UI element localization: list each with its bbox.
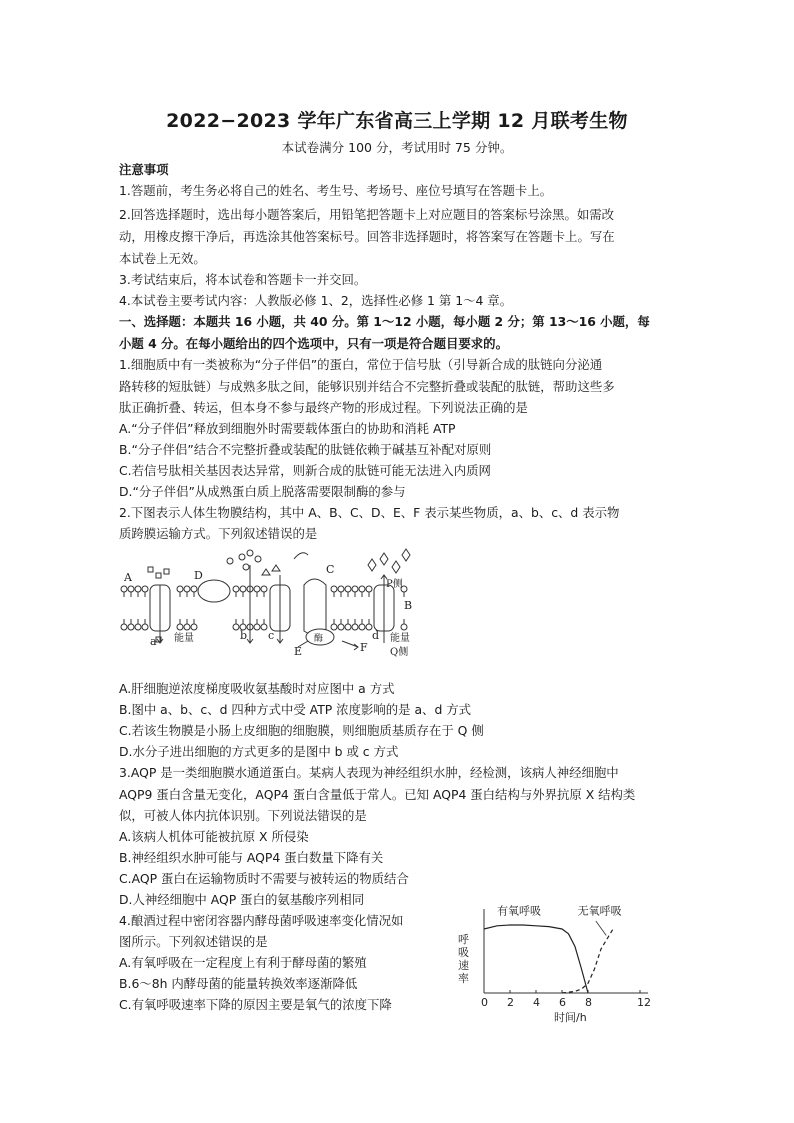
question-2-option: C.若该生物膜是小肠上皮细胞的细胞膜，则细胞质基质存在于 Q 侧 [119,723,484,738]
x-tick-label: 2 [507,996,514,1009]
question-4-option: B.6～8h 内酵母菌的能量转换效率逐渐降低 [119,976,358,991]
question-4-line: 图所示。下列叙述错误的是 [119,934,268,949]
question-1-line: 肽正确折叠、转运，但本身不参与最终产物的形成过程。下列说法正确的是 [119,400,528,415]
label-C: C [326,563,335,576]
note-line: 2.回答选择题时，选出每小题答案后，用铅笔把答题卡上对应题目的答案标号涂黑。如需改 [119,207,615,222]
chart-axes [484,909,648,993]
question-2-line: 2.下图表示人体生物膜结构，其中 A、B、C、D、E、F 表示某些物质，a、b、c、d 表示物 [119,505,620,520]
question-3-option: B.神经组织水肿可能与 AQP4 蛋白数量下降有关 [119,850,384,865]
question-3-line: 似，可被人体内抗体识别。下列说法错误的是 [119,808,367,823]
label-c: c [268,629,275,642]
question-4-line: 4.酿酒过程中密闭容器内酵母菌呼吸速率变化情况如 [119,913,404,928]
section-header: 小题 4 分。在每小题给出的四个选项中，只有一项是符合题目要求的。 [119,336,508,351]
question-4-option: C.有氧呼吸速率下降的原因主要是氧气的浓度下降 [119,997,392,1012]
note-line: 本试卷上无效。 [119,251,206,266]
question-3-line: AQP9 蛋白含量无变化，AQP4 蛋白含量低于常人。已知 AQP4 蛋白结构与外界抗原 X 结构类 [119,787,636,802]
chart-labels [458,905,651,1024]
y-axis-label: 速 [458,959,469,972]
question-2-option: A.肝细胞逆浓度梯度吸收氨基酸时对应图中 a 方式 [119,681,395,696]
question-2-line: 质跨膜运输方式。下列叙述错误的是 [119,526,318,541]
membrane-structure-figure [118,545,418,663]
x-tick-label: 0 [481,996,488,1009]
question-3-line: 3.AQP 是一类细胞膜水通道蛋白。某病人表现为神经组织水肿，经检测，该病人神经细胞中 [119,765,619,780]
page-subtitle: 本试卷满分 100 分，考试用时 75 分钟。 [281,140,513,155]
note-line: 4.本试卷主要考试内容：人教版必修 1、2，选择性必修 1 第 1～4 章。 [119,293,513,308]
question-1-option: D.“分子伴侣”从成熟蛋白质上脱落需要限制酶的参与 [119,484,406,499]
notes-heading: 注意事项 [119,162,169,177]
question-2-option: B.图中 a、b、c、d 四种方式中受 ATP 浓度影响的是 a、d 方式 [119,702,472,717]
label-d: d [372,629,380,642]
question-2-option: D.水分子进出细胞的方式更多的是图中 b 或 c 方式 [119,744,399,759]
series-name-label: 有氧呼吸 [497,905,541,918]
label-enzyme: 酶 [314,634,324,644]
series-line [484,925,588,993]
y-axis-label: 率 [458,972,469,985]
label-B: B [404,599,413,612]
series-name-label: 无氧呼吸 [577,905,622,918]
label-energy-2: 能量 [390,633,410,644]
page-title: 2022−2023 学年广东省高三上学期 12 月联考生物 [166,110,628,132]
label-E: E [294,645,303,658]
label-a: a [150,635,157,648]
label-q-side: Q侧 [390,647,409,658]
label-p-side: P侧 [386,579,403,590]
label-D: D [194,569,203,582]
question-1-option: A.“分子伴侣”释放到细胞外时需要载体蛋白的协助和消耗 ATP [119,421,456,436]
question-3-option: D.人神经细胞中 AQP 蛋白的氨基酸序列相同 [119,892,365,907]
x-tick-label: 8 [585,996,592,1009]
x-tick-label: 12 [637,996,651,1009]
question-4-option: A.有氧呼吸在一定程度上有利于酵母菌的繁殖 [119,955,367,970]
label-b: b [240,629,248,642]
question-1-option: C.若信号肽相关基因表达异常，则新合成的肽链可能无法进入内质网 [119,463,491,478]
x-axis-label: 时间/h [554,1011,587,1024]
leader-line [596,921,606,935]
chart-series [484,925,614,993]
question-1-line: 路转移的短肽链）与成熟多肽之间，能够识别并结合不完整折叠或装配的肽链，帮助这些多 [119,379,615,394]
label-A: A [124,571,132,584]
question-3-option: A.该病人机体可能被抗原 X 所侵染 [119,829,309,844]
note-line: 动，用橡皮擦干净后，再选涂其他答案标号。回答非选择题时，将答案写在答题卡上。写在 [119,229,615,244]
x-tick-label: 4 [533,996,540,1009]
label-F: F [360,641,368,654]
x-tick-label: 6 [559,996,566,1009]
question-3-option: C.AQP 蛋白在运输物质时不需要与被转运的物质结合 [119,871,409,886]
respiration-rate-chart [452,905,672,1025]
note-line: 1.答题前，考生务必将自己的姓名、考生号、考场号、座位号填写在答题卡上。 [119,183,553,198]
section-header: 一、选择题：本题共 16 小题，共 40 分。第 1～12 小题，每小题 2 分；第 13～16 小题，每 [119,314,650,329]
y-axis-label: 呼 [458,933,469,946]
label-energy-1: 能量 [174,633,194,644]
question-1-line: 1.细胞质中有一类被称为“分子伴侣”的蛋白，常位于信号肽（引导新合成的肽链向分泌通 [119,357,603,372]
question-1-option: B.“分子伴侣”结合不完整折叠或装配的肽链依赖于碱基互补配对原则 [119,442,492,457]
note-line: 3.考试结束后，将本试卷和答题卡一并交回。 [119,272,367,287]
y-axis-label: 吸 [458,946,469,959]
